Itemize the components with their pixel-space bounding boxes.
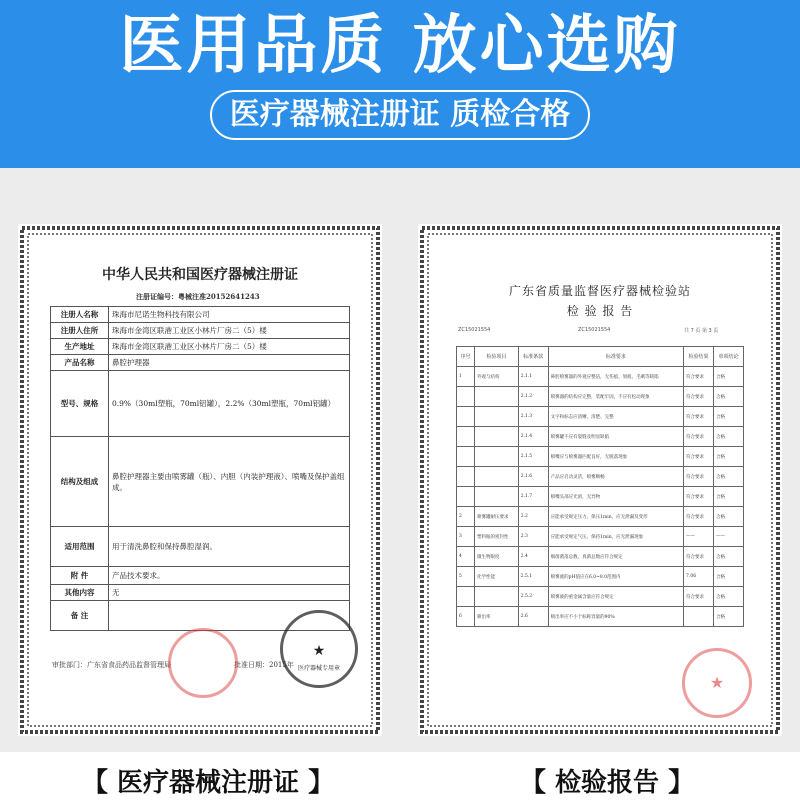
row-value: 无 [109, 585, 350, 601]
cell-result: 符合要求 [684, 487, 714, 507]
cell-item: 塑料瓶的密封性 [474, 527, 518, 547]
top-banner [0, 0, 800, 168]
cell-no [457, 447, 475, 467]
cell-item: 微生物限度 [474, 547, 518, 567]
row-label: 生产地址 [51, 339, 109, 355]
cell-req: 鼻腔喷雾器的外观应整洁，无伤痕、划痕、毛刺等缺陷 [548, 367, 683, 387]
caption-left: 【 医疗器械注册证 】 [82, 768, 335, 798]
header-cell: 单项结论 [714, 347, 744, 367]
table-row [457, 507, 744, 527]
cell-item [474, 467, 518, 487]
cell-no: 2 [457, 507, 475, 527]
cell-no: 4 [457, 547, 475, 567]
cell-result: 符合要求 [684, 467, 714, 487]
table-row [457, 487, 744, 507]
page-indicator: 共 7 页 第 3 页 [684, 328, 719, 334]
header-cell: 检验结果 [684, 347, 714, 367]
cell-clause: 2.1.3 [518, 407, 548, 427]
cell-clause: 2.1.4 [518, 427, 548, 447]
cell-verdict: 合格 [714, 507, 744, 527]
cell-no: 5 [457, 567, 475, 587]
row-value: 用于清洗鼻腔和保持鼻腔湿润。 [109, 527, 350, 567]
reg-number [136, 292, 260, 302]
cell-no: 3 [457, 527, 475, 547]
cell-req: 喷嘴头部应光滑，无异物 [548, 487, 683, 507]
cell-req: 喷雾器的结构应完整，装配牢固，不应有松动现象 [548, 387, 683, 407]
cell-item [474, 587, 518, 607]
star-icon: ★ [709, 673, 725, 692]
table-row [457, 407, 744, 427]
table-row [457, 547, 744, 567]
row-value: 0.9%（30ml塑瓶，70ml铝罐），2.2%（30ml塑瓶，70ml铝罐） [109, 371, 350, 437]
cell-verdict: 合格 [714, 387, 744, 407]
cell-result: 7.06 [684, 567, 714, 587]
cell-item [474, 407, 518, 427]
cell-result: 符合要求 [684, 447, 714, 467]
cell-item [474, 447, 518, 467]
row-value: 鼻腔护理器主要由喷雾罐（瓶）、内胆（内装护理液）、喷嘴及保护盖组成。 [109, 437, 350, 527]
cell-req: 喷嘴应与喷雾器匹配良好，无脱落现象 [548, 447, 683, 467]
row-label: 注册人名称 [51, 307, 109, 323]
row-label: 产品名称 [51, 355, 109, 371]
cell-no [457, 427, 475, 447]
report-number: ZC15021554 [458, 327, 491, 333]
cell-verdict: 合格 [714, 587, 744, 607]
cell-req: 喷出率应不小于标称容量的90% [548, 607, 683, 627]
cell-result: —— [684, 527, 714, 547]
reg-number-value: 粤械注准20152641243 [178, 292, 260, 301]
cell-result: 符合要求 [684, 547, 714, 567]
header-cell: 标准要求 [548, 347, 683, 367]
cell-item: 喷出率 [474, 607, 518, 627]
certificate-title: 中华人民共和国医疗器械注册证 [102, 267, 298, 283]
red-seal-stamp [682, 648, 752, 718]
cell-verdict: 合格 [714, 467, 744, 487]
approval-date-label: 批准日期： [234, 661, 269, 669]
red-seal-stamp [168, 628, 238, 698]
header-cell: 检验项目 [474, 347, 518, 367]
cell-verdict: 合格 [714, 367, 744, 387]
cell-item: 外观与结构 [474, 367, 518, 387]
cell-verdict: 合格 [714, 447, 744, 467]
table-row [457, 367, 744, 387]
cell-clause: 2.1.6 [518, 467, 548, 487]
table-row [457, 467, 744, 487]
headline: 医用品质 放心选购 [119, 9, 681, 83]
subheading-pill: 医疗器械注册证 质检合格 [210, 90, 590, 140]
table-row [457, 427, 744, 447]
cell-no: 1 [457, 367, 475, 387]
row-label: 其他内容 [51, 585, 109, 601]
cell-result: 符合要求 [684, 507, 714, 527]
approval-dept [52, 660, 171, 670]
cell-clause: 2.5.1 [518, 567, 548, 587]
header-cell: 序号 [457, 347, 475, 367]
row-label: 注册人住所 [51, 323, 109, 339]
cell-verdict: 合格 [714, 427, 744, 447]
cell-no [457, 587, 475, 607]
table-row [457, 387, 744, 407]
cell-verdict: 合格 [714, 567, 744, 587]
cell-result: 符合要求 [684, 587, 714, 607]
cell-item: 化学性能 [474, 567, 518, 587]
row-value: 珠海市金湾区联港工业区小林片厂房二（5）楼 [109, 323, 350, 339]
inspection-table [456, 346, 744, 627]
report-number-2: ZC15021554 [578, 327, 611, 333]
cell-req: 应能承受规定压力，保压1min，应无泄漏及变形 [548, 507, 683, 527]
cell-clause: 2.1.7 [518, 487, 548, 507]
row-value: 珠海市尼诺生物科技有限公司 [109, 307, 350, 323]
cell-req: 文字和标志应清晰、清楚、完整 [548, 407, 683, 427]
cell-no [457, 467, 475, 487]
row-label: 附 件 [51, 567, 109, 585]
cell-verdict: —— [714, 527, 744, 547]
row-label: 结构及组成 [51, 437, 109, 527]
cell-item: 喷雾罐耐压要求 [474, 507, 518, 527]
black-seal-stamp [280, 610, 358, 688]
row-value: 产品技术要求。 [109, 567, 350, 585]
report-title: 检 验 报 告 [566, 304, 634, 318]
cell-no [457, 387, 475, 407]
row-value: 鼻腔护理器 [109, 355, 350, 371]
cell-clause: 2.3 [518, 527, 548, 547]
approval-dept-label: 审批部门： [52, 661, 87, 669]
row-label: 备 注 [51, 601, 109, 631]
cell-req: 喷雾罐不应有裂缝及明显缺陷 [548, 427, 683, 447]
cell-item [474, 487, 518, 507]
cell-no [457, 487, 475, 507]
cell-verdict: 合格 [714, 487, 744, 507]
cell-result: 符合要求 [684, 367, 714, 387]
cell-clause: 2.5.2 [518, 587, 548, 607]
registration-certificate [18, 224, 382, 736]
cell-verdict: 合格 [714, 607, 744, 627]
cell-clause: 2.2 [518, 507, 548, 527]
reg-number-label: 注册证编号： [136, 292, 178, 301]
star-icon: ★ [312, 643, 326, 659]
caption-right: 【 检验报告 】 [520, 768, 695, 798]
table-row [457, 567, 744, 587]
report-org-title: 广东省质量监督医疗器械检验站 [508, 284, 691, 298]
cell-result [684, 607, 714, 627]
cell-result: 符合要求 [684, 387, 714, 407]
cell-req: 喷雾液的重金属含量应符合规定 [548, 587, 683, 607]
cell-item [474, 387, 518, 407]
cell-clause: 2.6 [518, 607, 548, 627]
cell-result: 符合要求 [684, 407, 714, 427]
table-row [457, 447, 744, 467]
table-row [457, 527, 744, 547]
header-cell: 标准条款 [518, 347, 548, 367]
cell-verdict: 合格 [714, 407, 744, 427]
cell-clause: 2.1.5 [518, 447, 548, 467]
cell-no [457, 407, 475, 427]
table-row [457, 587, 744, 607]
row-label: 型号、规格 [51, 371, 109, 437]
cell-clause: 2.4 [518, 547, 548, 567]
cell-clause: 2.1.1 [518, 367, 548, 387]
cell-req: 喷雾液的pH值应在6.0~8.0范围内 [548, 567, 683, 587]
seal-text: 医疗器械专用章 [297, 665, 340, 672]
cell-req: 细菌菌落总数、真菌总数应符合规定 [548, 547, 683, 567]
cell-item [474, 427, 518, 447]
table-row [457, 607, 744, 627]
cell-verdict: 合格 [714, 547, 744, 567]
row-label: 适用范围 [51, 527, 109, 567]
inspection-report [418, 224, 782, 736]
registration-table [50, 306, 350, 631]
cell-req: 产品应启动灵活，喷雾顺畅 [548, 467, 683, 487]
approval-dept-value: 广东省食品药品监督管理局 [87, 661, 171, 669]
row-value: 珠海市金湾区联港工业区小林片厂房二（5）楼 [109, 339, 350, 355]
cell-req: 应能承受规定气压，保持1min，应无泄漏现象 [548, 527, 683, 547]
cell-no: 6 [457, 607, 475, 627]
cell-clause: 2.1.2 [518, 387, 548, 407]
cell-result: 符合要求 [684, 427, 714, 447]
approval-date-value: 2015年 [269, 661, 294, 669]
